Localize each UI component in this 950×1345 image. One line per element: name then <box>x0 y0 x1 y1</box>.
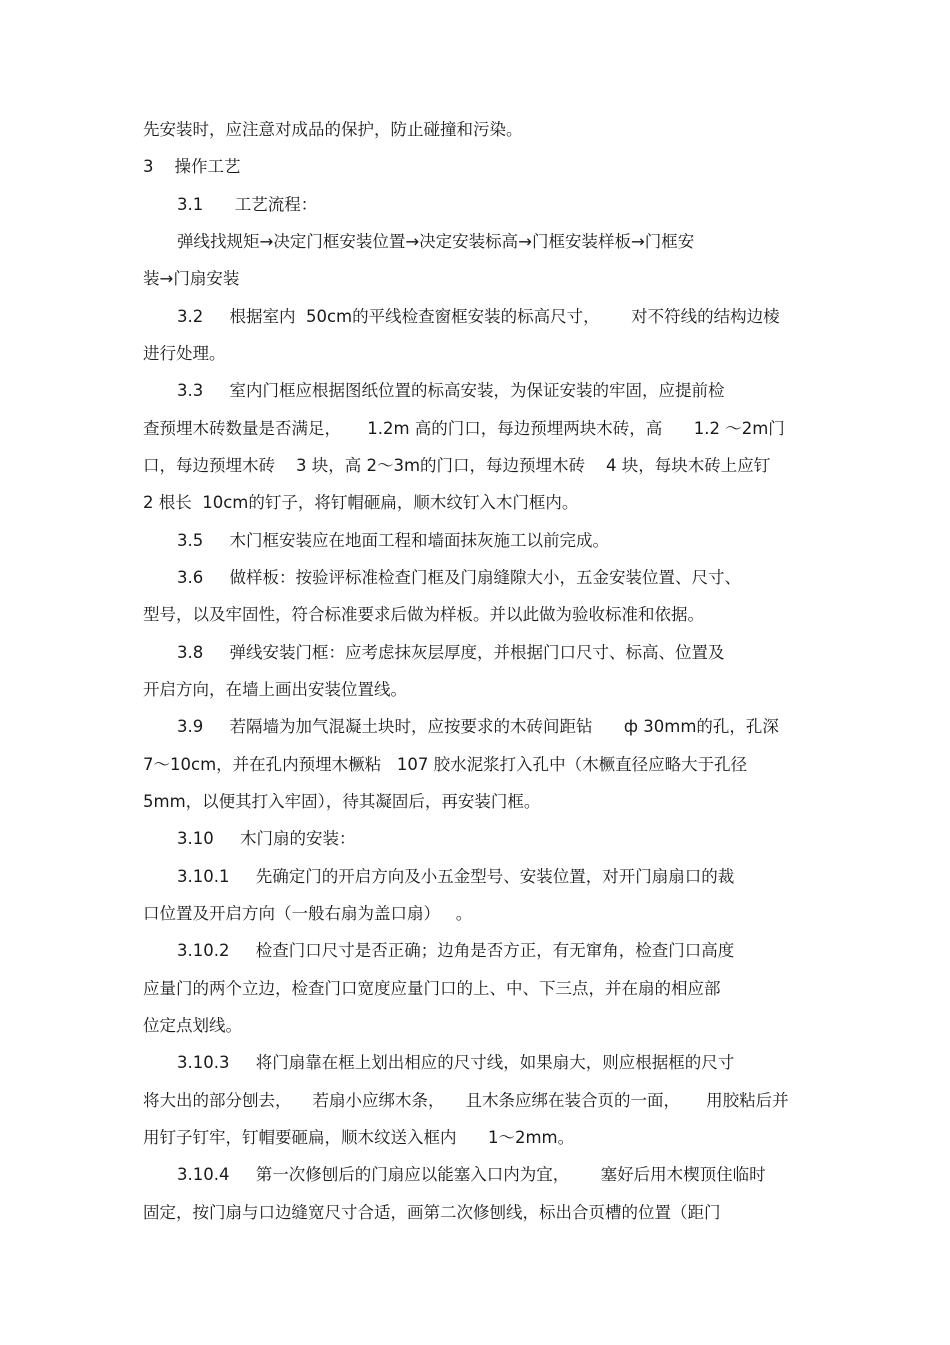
text-line: 3.5 木门框安装应在地面工程和墙面抹灰施工以前完成。 <box>177 531 609 550</box>
text-line: 弹线找规矩→决定门框安装位置→决定安装标高→门框安装样板→门框安 <box>177 232 695 251</box>
text-line: 3.10.1 先确定门的开启方向及小五金型号、安装位置，对开门扇扇口的裁 <box>177 867 735 886</box>
text-line: 查预埋木砖数量是否满足， 1.2m 高的门口，每边预埋两块木砖，高 1.2 ～2m门 <box>143 419 785 438</box>
text-line: 3.6 做样板：按验评标准检查门框及门扇缝隙大小，五金安装位置、尺寸、 <box>177 568 741 587</box>
section-heading: 3 操作工艺 <box>143 157 241 176</box>
text-line: 进行处理。 <box>143 344 226 363</box>
text-line: 应量门的两个立边，检查门口宽度应量门口的上、中、下三点，并在扇的相应部 <box>143 979 721 998</box>
text-line: 7～10cm，并在孔内预埋木橛粘 107 胶水泥浆打入孔中（木橛直径应略大于孔径 <box>143 755 748 774</box>
text-line: 5mm，以便其打入牢固），待其凝固后，再安装门框。 <box>143 792 541 811</box>
text-line: 3.10 木门扇的安装： <box>177 829 356 848</box>
text-line: 3.8 弹线安装门框：应考虑抹灰层厚度，并根据门口尺寸、标高、位置及 <box>177 643 725 662</box>
text-line: 3.2 根据室内 50cm的平线检查窗框安装的标高尺寸， 对不符线的结构边棱 <box>177 307 780 326</box>
text-line: 3.10.3 将门扇靠在框上划出相应的尺寸线，如果扇大，则应根据框的尺寸 <box>177 1053 735 1072</box>
text-line: 3.3 室内门框应根据图纸位置的标高安装，为保证安装的牢固，应提前检 <box>177 381 725 400</box>
text-line: 3.9 若隔墙为加气混凝土块时，应按要求的木砖间距钻 ф 30mm的孔，孔深 <box>177 717 779 736</box>
text-line: 口位置及开启方向（一般右扇为盖口扇） 。 <box>143 904 473 923</box>
text-line: 用钉子钉牢，钉帽要砸扁，顺木纹送入框内 1～2mm。 <box>143 1128 575 1147</box>
text-line: 2 根长 10cm的钉子，将钉帽砸扁，顺木纹钉入木门框内。 <box>143 493 579 512</box>
text-line: 型号，以及牢固性，符合标准要求后做为样板。并以此做为验收标准和依据。 <box>143 605 704 624</box>
text-line: 口，每边预埋木砖 3 块，高 2～3m的门口，每边预埋木砖 4 块，每块木砖上应钉 <box>143 456 771 475</box>
text-line: 3.10.2 检查门口尺寸是否正确；边角是否方正，有无窜角，检查门口高度 <box>177 941 735 960</box>
text-line: 开启方向，在墙上画出安装位置线。 <box>143 680 407 699</box>
text-line: 固定，按门扇与口边缝宽尺寸合适，画第二次修刨线，标出合页槽的位置（距门 <box>143 1203 721 1222</box>
text-line: 3.10.4 第一次修刨后的门扇应以能塞入口内为宜， 塞好后用木楔顶住临时 <box>177 1165 766 1184</box>
text-line: 将大出的部分刨去， 若扇小应绑木条， 且木条应绑在装合页的一面， 用胶粘后并 <box>143 1091 789 1110</box>
text-line: 3.1 工艺流程： <box>177 195 318 214</box>
text-line: 先安装时，应注意对成品的保护，防止碰撞和污染。 <box>143 120 523 139</box>
text-line: 装→门扇安装 <box>143 269 240 288</box>
text-line: 位定点划线。 <box>143 1016 242 1035</box>
